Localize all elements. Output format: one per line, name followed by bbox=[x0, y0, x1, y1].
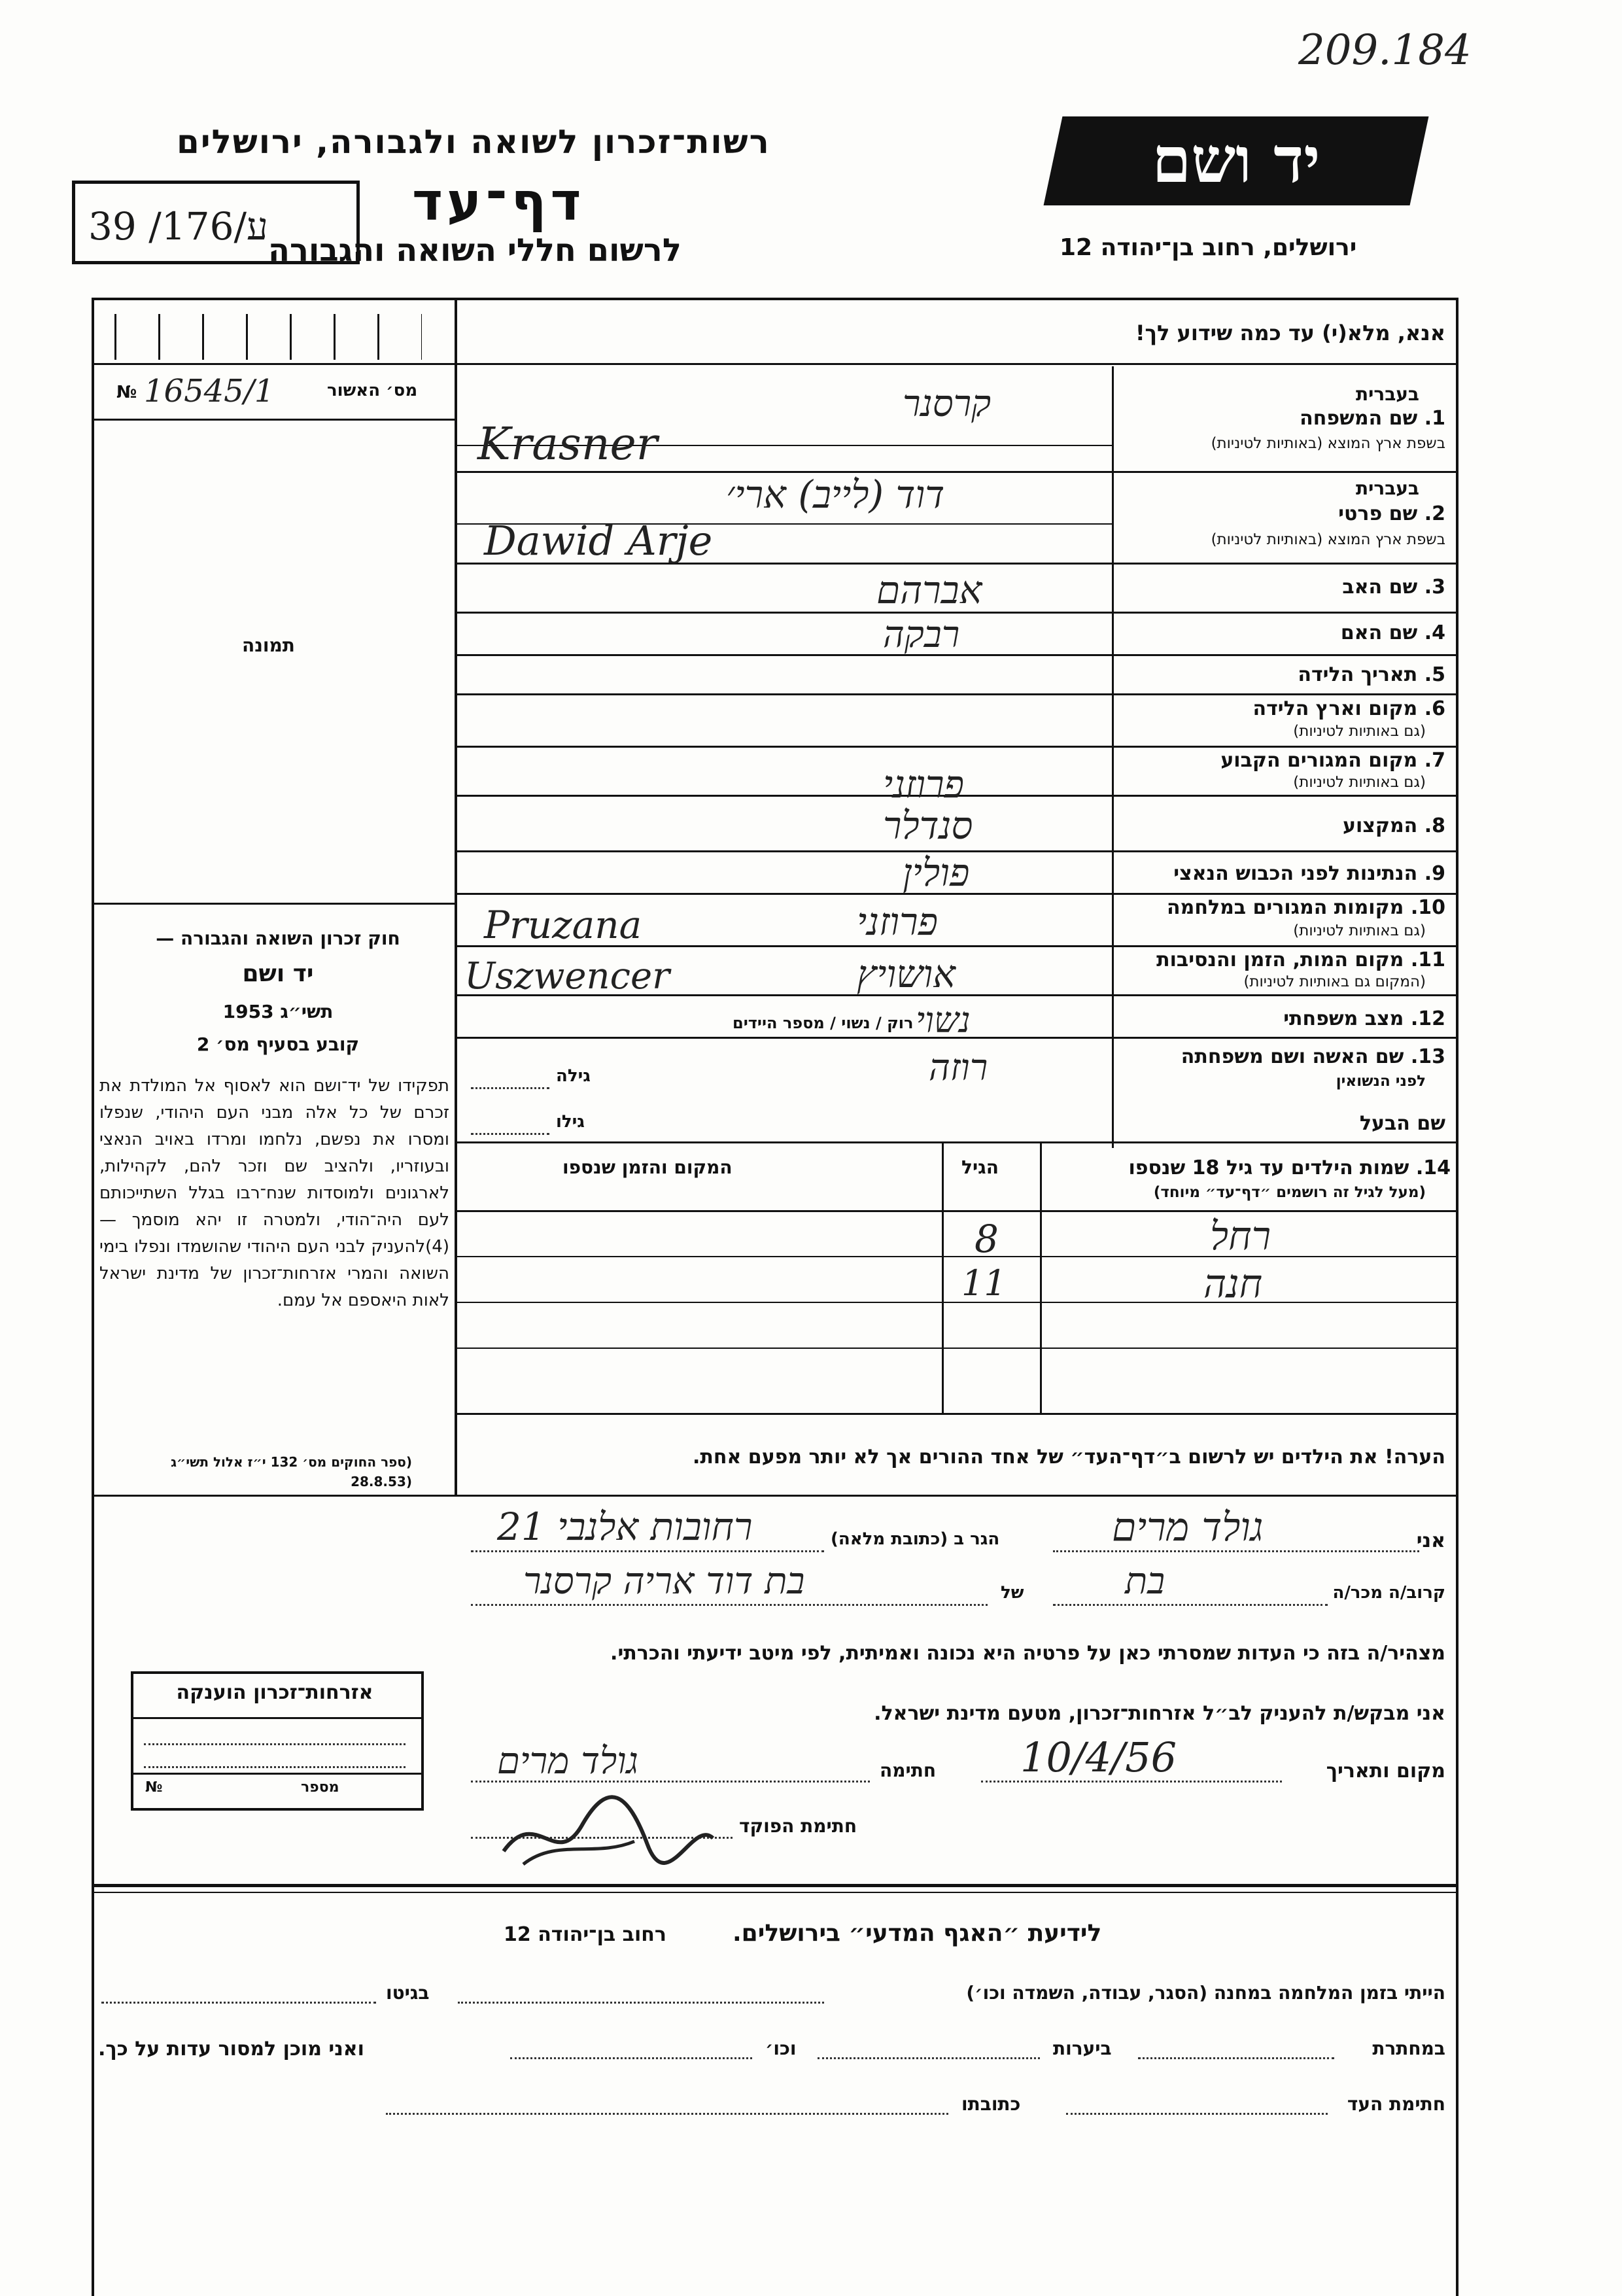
handwritten-reference: 209.184 bbox=[1298, 26, 1472, 75]
field12-label: 12. מצב משפחתי bbox=[1283, 1007, 1445, 1030]
field3-label: 3. שם האב bbox=[1342, 576, 1445, 599]
children-label: 14. שמות הילדים עד גיל 18 שנספו bbox=[1128, 1157, 1451, 1179]
children-note: הערה! את הילדים יש לרשום ב״דף־העד״ של אחד ההורים אך לא יותר מפעם אחת. bbox=[693, 1446, 1445, 1469]
field1-hebrew-tag: בעברית bbox=[1355, 383, 1419, 405]
field2-sub: בשפת ארץ המוצא (באותיות לטיניות) bbox=[1211, 531, 1445, 548]
field9-label: 9. הנתינות לפני הכבוש הנאצי bbox=[1173, 862, 1445, 885]
field3-hand: אברהם bbox=[876, 568, 982, 612]
citizenship-title: אזרחות־זכרון הוענקה bbox=[176, 1681, 373, 1704]
field10-hand-latin: Pruzana bbox=[484, 903, 642, 947]
declarant-label: אני bbox=[1416, 1529, 1445, 1552]
declarant-name: גולד מרים bbox=[1112, 1505, 1264, 1550]
husband-label: שם הבעל bbox=[1359, 1112, 1445, 1135]
residing-label: הגר ב (כתובת מלאה) bbox=[831, 1529, 1000, 1549]
field1-hand-hebrew: קרסנר bbox=[903, 383, 992, 425]
address: ירושלים, רחוב בן־יהודה 12 bbox=[1060, 234, 1357, 261]
field2-hand-hebrew: דוד (לייב) ארי׳ bbox=[726, 472, 945, 517]
field11-hand-latin: Uszwencer bbox=[464, 955, 670, 998]
etc-label: וכו׳ bbox=[765, 2038, 797, 2059]
field13-sub: לפני הנשואין bbox=[1336, 1073, 1426, 1090]
authority-name: רשות־זכרון לשואה ולגבורה, ירושלים bbox=[177, 123, 770, 161]
field8-hand: סנדלר bbox=[883, 803, 973, 848]
approval-number: 16545/1 bbox=[144, 373, 275, 409]
law-text: תפקידו של יד־ושם הוא לאסוף אל המולדת את זכרם של כל אלה מבני העם היהודי, שנפלו ומסרו את נפשם, נלחמו ומרדו באויב הנאצי ובעוזריו, ולהציב שם וזכר להם, לקהילות, לארגונים ולמוסדות שנח־רבו בגלל השתייכותם לעם היה־הודי, ולמטרה זו יהא מוסמך — (4)להעניק לבני העם היהודי שהושמדו ונפלו בימי השואה והמרי אזרחות־זכרון של מדינת ישראל לאות היאספם אל עמם. bbox=[99, 1076, 449, 1310]
of-hand: בת דוד אריה קרסנר bbox=[523, 1560, 805, 1603]
field10-hand-hebrew: פרוזני bbox=[857, 899, 938, 944]
law-year: תשי״ג 1953 bbox=[222, 1001, 334, 1022]
relative-label: קרוב/ה מכר/ה bbox=[1332, 1583, 1445, 1603]
underground-label: במחתרת bbox=[1372, 2038, 1445, 2059]
child-name-2: חנה bbox=[1203, 1261, 1263, 1307]
citizenship-no-sign: № bbox=[145, 1779, 163, 1796]
field10-sub: (גם באותיות לטיניות) bbox=[1293, 922, 1426, 939]
field9-hand: פולין bbox=[903, 850, 970, 895]
field11-label: 11. מקום המות, הזמן והנסיבות bbox=[1156, 948, 1445, 971]
field6-sub: (גם באותיות לטיניות) bbox=[1293, 723, 1426, 740]
approval-label: מס׳ האשור bbox=[327, 381, 418, 400]
citizenship-number-label: מספר bbox=[301, 1779, 339, 1796]
law-title: חוק זכרון השואה והגבורה — bbox=[156, 928, 400, 949]
officer-signature-scribble bbox=[497, 1779, 719, 1877]
field10-label: 10. מקומות המגורים במלחמה bbox=[1167, 896, 1445, 919]
field1-hand-latin: Krasner bbox=[477, 419, 658, 470]
place-date-label: מקום ותאריך bbox=[1326, 1760, 1445, 1783]
forests-label: ביערות bbox=[1053, 2038, 1112, 2059]
field12-hand: נשוי bbox=[916, 1000, 971, 1041]
officer-signature-label: חתימת הפוקד bbox=[739, 1815, 857, 1837]
field1-sub: בשפת ארץ המוצא (באותיות לטיניות) bbox=[1211, 435, 1445, 452]
form-subtitle: לרשום חללי השואה והגבורה bbox=[268, 232, 682, 269]
field2-hand-latin: Dawid Arje bbox=[484, 517, 713, 565]
law-name: יד ושם bbox=[242, 960, 314, 987]
field13-label: 13. שם האשה ושם משפחתה bbox=[1181, 1045, 1445, 1068]
child-name-1: רחל bbox=[1210, 1213, 1271, 1259]
child-age-1: 8 bbox=[975, 1217, 999, 1261]
field13-hand: רוזה bbox=[929, 1047, 988, 1089]
field8-label: 8. המקצוע bbox=[1342, 814, 1445, 837]
request-text: אני מבקש/ת להעניק לב״ל אזרחות־זכרון, מטעם מדינת ישראל. bbox=[874, 1702, 1445, 1725]
code-boxes bbox=[114, 314, 422, 360]
witness-address-label: כתובתו bbox=[961, 2093, 1021, 2115]
field5-label: 5. תאריך הלידה bbox=[1298, 663, 1445, 686]
law-clause: קובע בסעיף מס׳ 2 bbox=[196, 1034, 360, 1055]
child-age-2: 11 bbox=[961, 1262, 1007, 1304]
field11-hand-hebrew: אושויץ bbox=[857, 952, 956, 996]
law-source: (ספר החוקים מס׳ 132 י״ז אלול תשי״ג (28.8.53 bbox=[171, 1454, 412, 1489]
children-place-header: המקום והזמן שנספו bbox=[562, 1157, 733, 1178]
form-intro: אנא, מלא(י) עד כמה שידוע לך! bbox=[1135, 321, 1445, 345]
place-date-hand: 10/4/56 bbox=[1020, 1733, 1177, 1781]
field1-label: 1. שם המשפחה bbox=[1300, 407, 1445, 430]
field7-label: 7. מקום המגורים הקבוע bbox=[1220, 749, 1445, 772]
ready-text: ואני מוכן למסור עדות על כך. bbox=[98, 2038, 364, 2061]
field6-label: 6. מקום וארץ הלידה bbox=[1252, 697, 1445, 720]
field4-label: 4. שם האם bbox=[1340, 621, 1445, 644]
field11-sub: (המקום גם באותיות לטיניות) bbox=[1243, 973, 1426, 990]
field2-hebrew-tag: בעברית bbox=[1355, 478, 1419, 499]
field4-hand: רבקה bbox=[883, 614, 960, 656]
footer-address: רחוב בן־יהודה 12 bbox=[504, 1923, 666, 1946]
logo-text: יד ושם bbox=[1152, 123, 1320, 197]
field7-hand: פרוזני bbox=[883, 762, 964, 807]
form-title: דף־עד bbox=[412, 171, 585, 232]
field12-options: רוק / נשוי / מספר היידים bbox=[733, 1014, 914, 1032]
camp-line: הייתי בזמן המלחמה במחנה (הסגר, עבודה, השמדה וכו׳) bbox=[966, 1982, 1445, 2004]
wife-age-label: גילה bbox=[556, 1066, 591, 1086]
ghetto-label: בגיטו bbox=[386, 1982, 430, 2004]
signature-hand: גולד מרים bbox=[497, 1740, 639, 1783]
of-label: של bbox=[1001, 1583, 1024, 1603]
number-sign: № bbox=[116, 383, 137, 402]
witness-signature-label: חתימת העד bbox=[1347, 2093, 1445, 2115]
children-age-header: הגיל bbox=[961, 1157, 999, 1178]
signature-label: חתימה bbox=[880, 1760, 937, 1781]
footer-title: לידיעת ״האגף המדעי״ בירושלים. bbox=[733, 1920, 1102, 1947]
children-sub: (מעל לגיל זה רושמים ״דף־עד״ מיוחד) bbox=[1153, 1184, 1426, 1201]
husband-age-label: גילו bbox=[556, 1112, 585, 1132]
declaration-text: מצהיר/ה בזה כי העדות שמסרתי כאן על פרטיה היא נכונה ואמיתית, לפי מיטב ידיעתי והכרתי. bbox=[610, 1642, 1445, 1665]
file-number: 39 /176/ע bbox=[88, 204, 268, 249]
photo-label: תמונה bbox=[242, 635, 295, 656]
declarant-address: רחובות אלנבי 21 bbox=[497, 1505, 753, 1549]
field2-label: 2. שם פרטי bbox=[1338, 502, 1445, 525]
relation-hand: בת bbox=[1125, 1560, 1165, 1603]
field7-sub: (גם באותיות לטיניות) bbox=[1293, 774, 1426, 791]
